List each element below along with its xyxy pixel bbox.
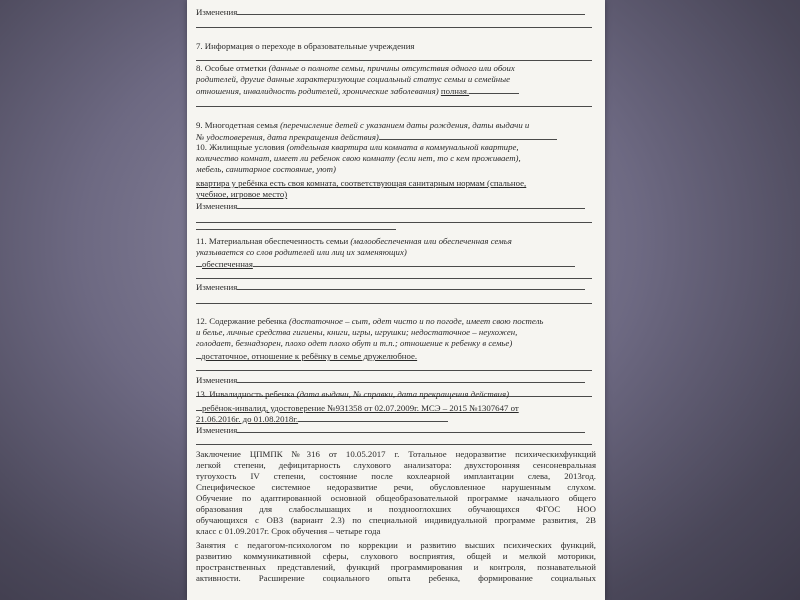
section-12-hint: (достаточное – сыт, одет чисто и по погоде, имеет свою постель (286, 316, 544, 326)
section-12-line-2: и белье, личные средства гигиены, книги, игры, игрушки; недостаточное – неухожен, (196, 327, 518, 337)
section-8-hint-end: отношения, инвалидность родителей, хронические заболевания) (196, 86, 439, 96)
section-11-value-line (196, 258, 596, 270)
blank-rule (196, 60, 592, 61)
changes-label: Изменения (196, 201, 238, 211)
blank-rule (196, 27, 592, 28)
section-9-hint: (перечисление детей с указанием даты рождения, даты выдачи и (277, 120, 530, 130)
classes-line: развитию коммуникативной сферы, слухового восприятия, общей и мелкой моторики, (196, 551, 596, 561)
changes-line (196, 424, 596, 436)
section-12-line-1 (196, 316, 596, 327)
section-10-line-1 (196, 142, 596, 153)
blank-rule (196, 303, 592, 304)
section-8-hint: (данные о полноте семьи, причины отсутствия одного или обоих (266, 63, 515, 73)
conclusion-line: Специфическое системное недоразвитие речи, обусловленное нарушенным слухом. (196, 482, 596, 492)
section-10-hint: (отдельная квартира или комната в коммунальной квартире, (284, 142, 519, 152)
section-8-value: полная. (440, 86, 470, 96)
section-8-line-2: родителей, другие данные характеризующие социальный статус семьи и семейные (196, 74, 511, 84)
changes-label: Изменения (196, 7, 238, 17)
blank-rule (196, 444, 592, 445)
blank-rule (196, 229, 396, 230)
section-11-line-1 (196, 236, 596, 247)
scanned-document-page (187, 0, 605, 600)
section-13-value-1: ребёнок-инвалид, удостоверение №931358 от 02.07.2009г. МСЭ – 2015 №1307647 от (202, 403, 519, 413)
section-9-line-1 (196, 120, 596, 131)
section-12-value: достаточное, отношение к ребёнку в семье дружелюбное. (201, 351, 418, 361)
blank-rule (196, 222, 592, 223)
section-11-title: 11. Материальная обеспеченность семьи (196, 236, 349, 246)
changes-line (196, 6, 596, 18)
section-8-line-3 (196, 85, 596, 97)
blank-rule (196, 106, 592, 107)
section-11-hint: (малообеспеченная или обеспеченная семья (348, 236, 512, 246)
changes-line (196, 374, 596, 386)
section-10-value-1: квартира у ребёнка есть своя комната, соответствующая санитарным нормам (спальное, (196, 178, 527, 188)
section-7-title: 7. Информация о переходе в образовательные учреждения (196, 41, 415, 51)
section-12-line-3: голодает, безнадзорен, плохо одет плохо обут и т.п.; отношение к ребенку в семье) (196, 338, 513, 348)
section-8-title: 8. Особые отметки (196, 63, 267, 73)
section-13-title: 13. Инвалидность ребенка (196, 389, 295, 399)
section-10-line-3: мебель, санитарное состояние, уют) (196, 164, 336, 174)
changes-label: Изменения (196, 375, 238, 385)
section-13-value-2: 21.06.2016г. до 01.08.2018г. (196, 414, 299, 424)
section-9-hint-end: № удостоверения, дата прекращения действия) (196, 132, 379, 142)
changes-label: Изменения (196, 282, 238, 292)
section-12-title: 12. Содержание ребенка (196, 316, 287, 326)
changes-line (196, 281, 596, 293)
conclusion-line: Обучение по адаптированной основной общеобразовательной программе начального общего (196, 493, 596, 503)
section-13-line-1 (196, 389, 596, 400)
section-10-value-2: учебное, игровое место) (196, 189, 288, 199)
section-13-hint: (дата выдачи, № справки, дата прекращения действия) (294, 389, 510, 399)
changes-line (196, 200, 596, 212)
conclusion-line: обучающихся с ОВЗ (вариант 2.3) по специальной индивидуальной программе развития, 2В (196, 515, 596, 525)
section-11-value: обеспеченная (202, 259, 253, 269)
classes-line: Занятия с педагогом-психологом по коррекции и развитию высших психических функций, (196, 540, 596, 550)
classes-line: пространственных представлений, функций программирования и контроля, познавательной (196, 562, 596, 572)
blank-rule (196, 370, 592, 371)
section-10-title: 10. Жилищные условия (196, 142, 285, 152)
section-8-line-1 (196, 63, 596, 74)
conclusion-line: класс с 01.09.2017г. Срок обучения – четыре года (196, 526, 381, 536)
section-11-line-2: указывается со слов родителей или лиц их заменяющих) (196, 247, 407, 257)
conclusion-line: легкой степени, дефицитарность слухового анализатора: двухсторонняя сенсоневральная (196, 460, 596, 470)
conclusion-line: образования для слабослышащих и позднооглохших обучающихся ФГОС НОО (196, 504, 596, 514)
conclusion-line: Заключение ЦПМПК №316 от 10.05.2017 г. Тотальное недоразвитие психическихфункций (196, 449, 596, 459)
changes-label: Изменения (196, 425, 238, 435)
section-12-value-line (196, 350, 596, 362)
conclusion-line: тугоухость IV степени, состояние после кохлеарной имплантации слева, 2013год. (196, 471, 596, 481)
section-9-title: 9. Многодетная семья (196, 120, 278, 130)
blank-rule (196, 278, 592, 279)
classes-line: активности. Расширение социального опыта ребенка, формирование социальных (196, 573, 596, 583)
section-10-line-2: количество комнат, имеет ли ребенок свою комнату (если нет, то с кем проживает), (196, 153, 521, 163)
